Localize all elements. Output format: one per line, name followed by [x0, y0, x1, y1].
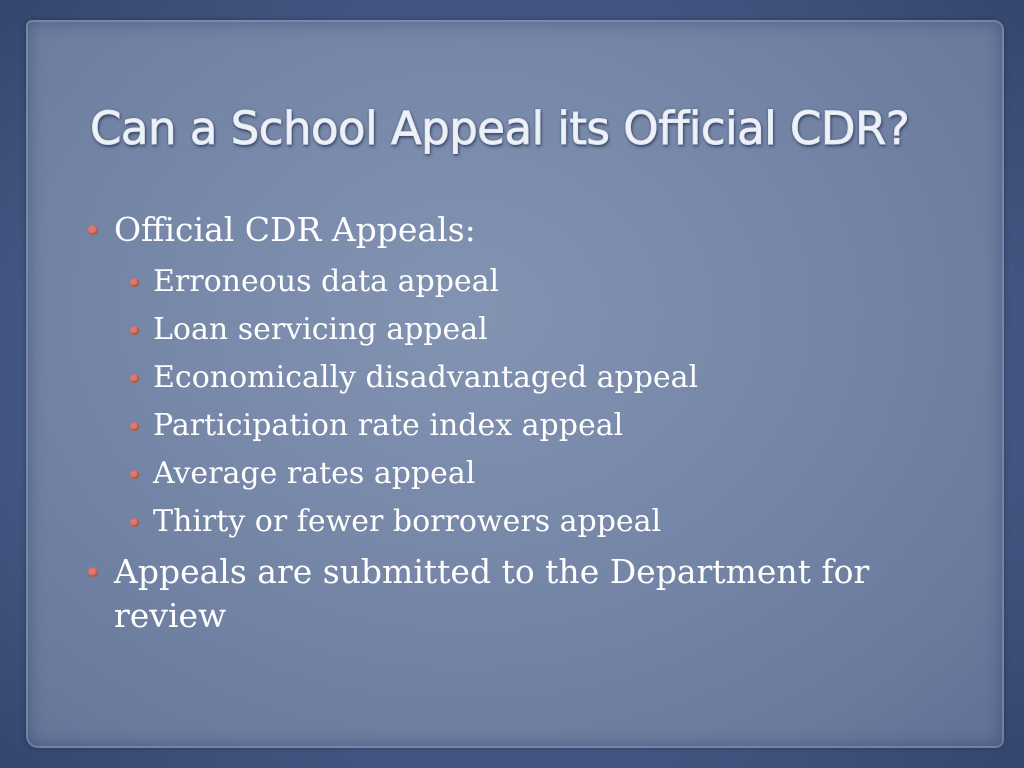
bullet-item [88, 550, 948, 638]
slide-panel [26, 20, 1004, 748]
sub-bullet-text: Thirty or fewer borrowers appeal [153, 504, 662, 539]
bullet-dot-icon [130, 422, 139, 431]
bullet-text: Official CDR Appeals: [114, 210, 476, 249]
bullet-dot-icon [88, 225, 98, 235]
sub-bullet-text: Economically disadvantaged appeal [153, 360, 699, 395]
bullet-dot-icon [130, 470, 139, 479]
sub-bullet-text: Loan servicing appeal [153, 312, 488, 347]
sub-bullet-item [130, 354, 948, 402]
sub-bullet-text: Average rates appeal [153, 456, 476, 491]
sub-bullet-item [130, 450, 948, 498]
sub-bullet-text: Erroneous data appeal [153, 264, 500, 299]
sub-bullet-item [130, 498, 948, 546]
sub-bullet-list [88, 258, 948, 546]
sub-bullet-item [130, 258, 948, 306]
bullet-dot-icon [130, 374, 139, 383]
bullet-dot-icon [88, 567, 98, 577]
bullet-item [88, 208, 948, 252]
sub-bullet-item [130, 306, 948, 354]
bullet-dot-icon [130, 278, 139, 287]
sub-bullet-text: Participation rate index appeal [153, 408, 624, 443]
bullet-dot-icon [130, 326, 139, 335]
slide-title: Can a School Appeal its Official CDR? [90, 102, 910, 155]
bullet-list [88, 208, 948, 644]
bullet-dot-icon [130, 518, 139, 527]
bullet-text: Appeals are submitted to the Department for review [114, 552, 870, 635]
sub-bullet-item [130, 402, 948, 450]
